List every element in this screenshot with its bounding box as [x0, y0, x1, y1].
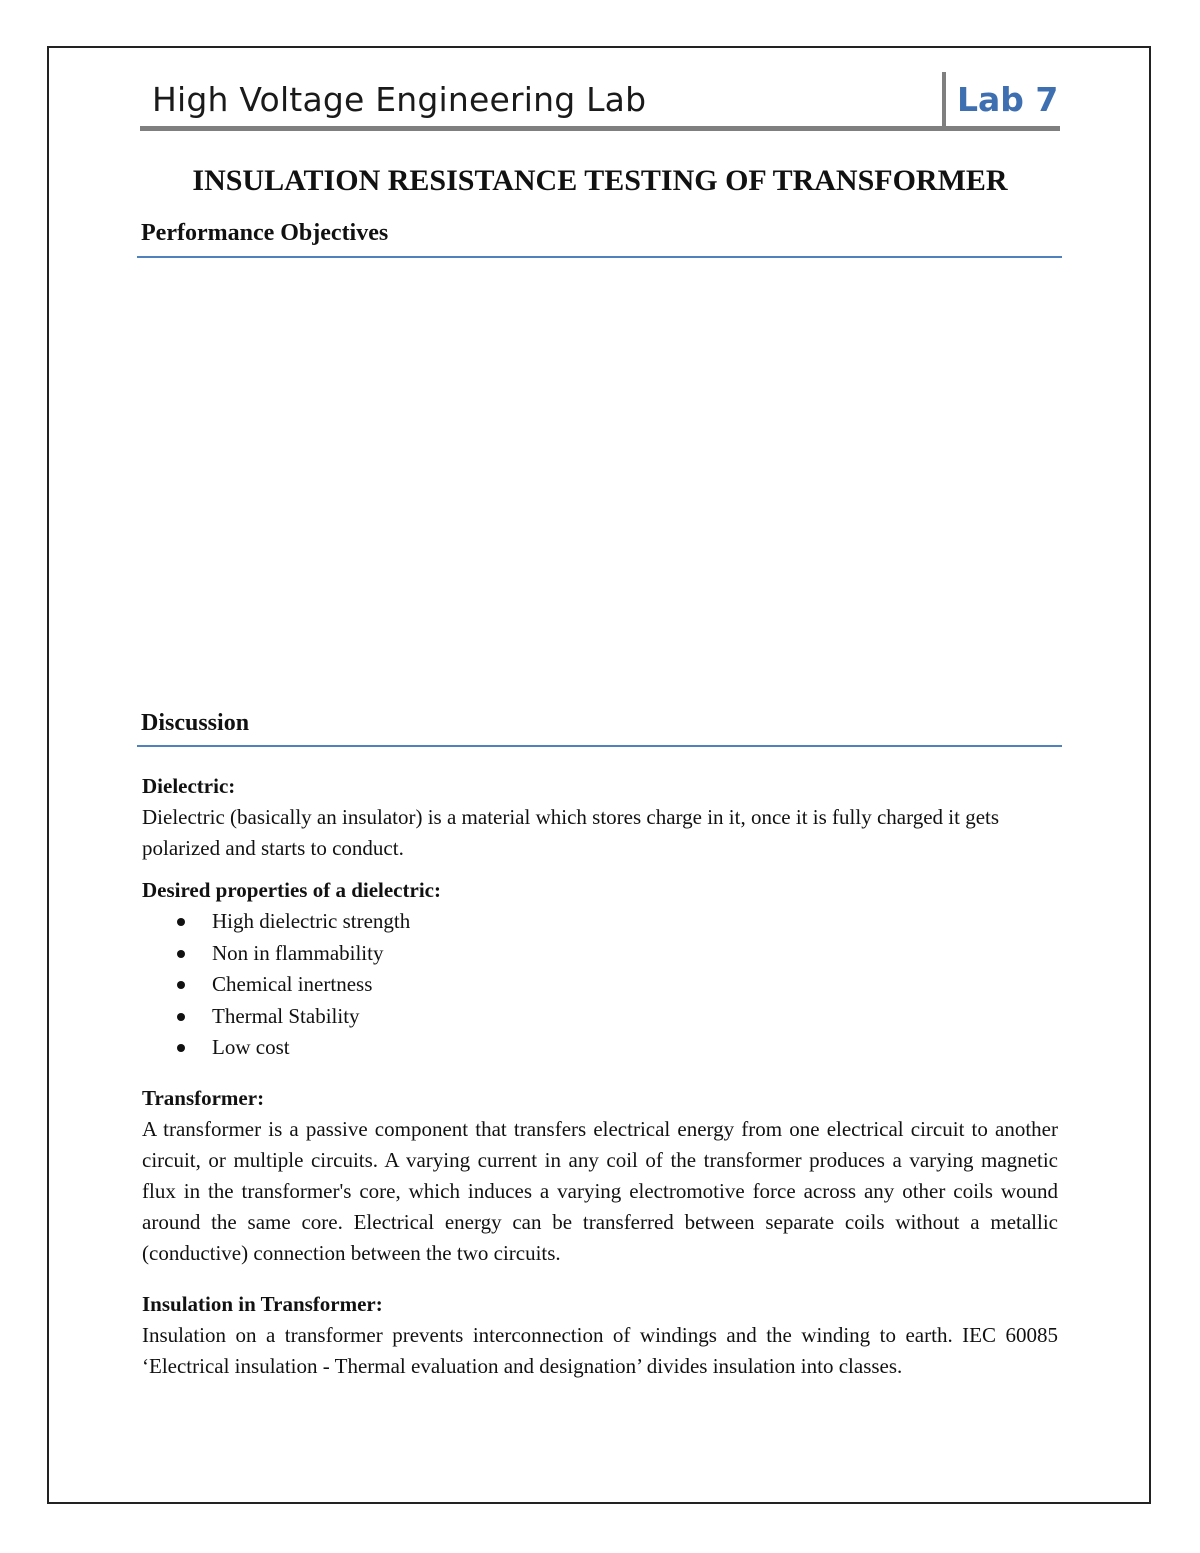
properties-list [142, 906, 410, 1064]
insulation-paragraph: Insulation on a transformer prevents interconnection of windings and the winding to earth. IEC 60085 ‘Electrical insulation - Thermal evaluation and designation’ divides insulation into classes. [142, 1323, 1058, 1378]
header-rule [140, 126, 1060, 131]
header-lab-label: Lab 7 [957, 80, 1059, 119]
bullet-icon [177, 1044, 185, 1052]
bullet-icon [177, 1013, 185, 1021]
list-item-text: Chemical inertness [212, 972, 373, 997]
list-item [142, 938, 410, 970]
list-item-text: Non in flammability [212, 940, 384, 965]
bullet-icon [177, 981, 185, 989]
list-item [142, 1032, 410, 1064]
list-item [142, 906, 410, 938]
list-item [142, 1001, 410, 1033]
list-item-text: Low cost [212, 1035, 290, 1060]
dielectric-paragraph: Dielectric (basically an insulator) is a material which stores charge in it, once it is fully charged it gets polarized and starts to conduct. [142, 805, 1000, 860]
list-item-text: High dielectric strength [212, 909, 411, 933]
page-header [140, 72, 1060, 134]
section-rule-objectives [137, 256, 1062, 258]
bullet-icon [177, 918, 185, 926]
section-heading-objectives: Performance Objectives [141, 220, 389, 246]
list-item-text: Thermal Stability [212, 1003, 360, 1028]
transformer-paragraph: A transformer is a passive component that transfers electrical energy from one electrical circuit to another circuit, or multiple circuits. A varying current in any coil of the transformer produces a varying magnetic flux in the transformer's core, which induces a varying electromotive force across any other coils wound around the same core. Electrical energy can be transferred between separate coils without a metallic (conductive) connection between the two circuits. [142, 1117, 1058, 1265]
properties-heading: Desired properties of a dielectric: [142, 878, 441, 902]
insulation-heading: Insulation in Transformer: [142, 1292, 383, 1316]
section-rule-discussion [137, 745, 1062, 747]
header-course-title: High Voltage Engineering Lab [152, 80, 647, 119]
section-heading-discussion: Discussion [141, 710, 250, 736]
document-title: INSULATION RESISTANCE TESTING OF TRANSFORMER [192, 164, 1008, 197]
list-item [142, 969, 410, 1001]
bullet-icon [177, 950, 185, 958]
dielectric-heading: Dielectric: [142, 774, 236, 798]
header-divider [942, 72, 946, 128]
transformer-heading: Transformer: [142, 1086, 265, 1110]
